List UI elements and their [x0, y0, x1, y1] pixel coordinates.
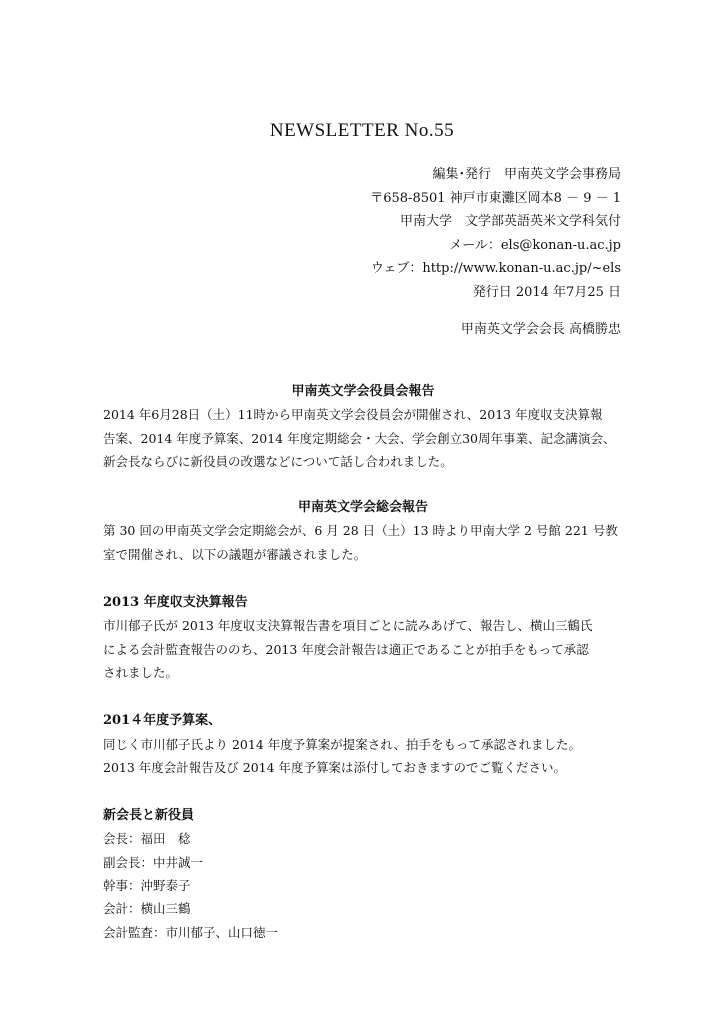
section-heading: 甲南英文学会役員会報告: [291, 384, 435, 399]
issue-date: 発行日 2014 年7月25 日: [472, 284, 621, 300]
section-heading: 新会長と新役員: [103, 808, 195, 824]
officer-line: 会長：福田 稔: [103, 831, 191, 847]
section-heading: 2013 年度収支決算報告: [103, 595, 248, 611]
paragraph-line: 新会長ならびに新役員の改選などについて話し合われました。: [103, 453, 453, 469]
department-care-of: 甲南大学 文学部英語英米文学科気付: [399, 214, 621, 229]
section-general-meeting: [103, 496, 623, 566]
email-address: メール：els@konan-u.ac.jp: [449, 237, 621, 253]
section-financial-report: [103, 591, 623, 684]
officer-line: 会計監査：市川郁子、山口徳一: [103, 924, 279, 940]
section-budget: [103, 709, 623, 779]
section-heading: 甲南英文学会総会報告: [297, 500, 428, 516]
officer-line: 会計：横山三鶴: [103, 901, 191, 917]
editor-publisher: 編集･発行 甲南英文学会事務局: [432, 167, 621, 182]
paragraph-line: 室で開催され、以下の議題が審議されました。: [103, 546, 367, 562]
paragraph-line: 市川郁子氏が 2013 年度収支決算報告書を項目ごとに読みあげて、報告し、横山三鶴氏: [103, 618, 593, 634]
publisher-info: [370, 163, 621, 304]
newsletter-body: [103, 380, 623, 944]
paragraph-line: されました。: [103, 664, 179, 680]
postal-address: 〒658-8501 神戸市東灘区岡本8 － 9 － 1: [370, 190, 621, 206]
website-url: ウェブ：http://www.konan-u.ac.jp/~els: [370, 261, 621, 276]
section-new-officers: [103, 804, 623, 944]
section-board-meeting: [103, 380, 623, 473]
officer-line: 副会長：中井誠一: [103, 854, 204, 870]
paragraph-line: 2013 年度会計報告及び 2014 年度予算案は添付しておきますのでご覧ください。: [103, 759, 567, 775]
president-signature: 甲南英文学会会長 高橋勝忠: [460, 322, 621, 337]
paragraph-line: 2014 年6月28日（土）11時から甲南英文学会役員会が開催され、2013 年度収支決算報: [103, 407, 603, 423]
paragraph-line: 告案、2014 年度予算案、2014 年度定期総会・大会、学会創立30周年事業、記念講演会、: [103, 430, 616, 446]
paragraph-line: 同じく市川郁子氏より 2014 年度予算案が提案され、拍手をもって承認されました。: [103, 736, 582, 752]
section-heading: 201４年度予算案、: [103, 713, 222, 729]
paragraph-line: による会計監査報告ののち、2013 年度会計報告は適正であることが拍手をもって承認: [103, 641, 589, 657]
newsletter-title: NEWSLETTER No.55: [269, 120, 455, 141]
officer-line: 幹事：沖野泰子: [103, 878, 191, 894]
paragraph-line: 第 30 回の甲南英文学会定期総会が、6 月 28 日（土）13 時より甲南大学 2 号館 221 号教: [103, 523, 618, 539]
